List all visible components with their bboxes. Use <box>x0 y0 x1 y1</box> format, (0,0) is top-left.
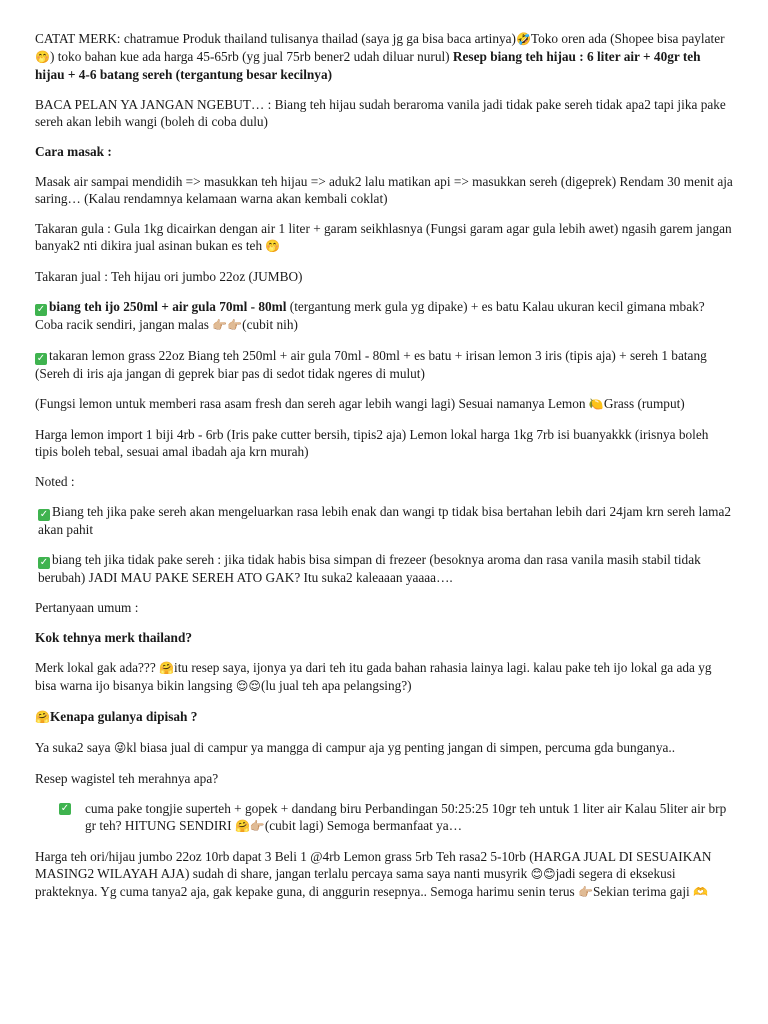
faq-answer-brand-text-3: (lu jual teh apa pelangsing?) <box>260 678 412 693</box>
faq-answer-sugar-text: Ya suka2 saya <box>35 740 111 755</box>
relieved-face-emoji-icon: 😌😌 <box>235 679 261 693</box>
lemon-emoji-icon: 🍋 <box>588 397 604 411</box>
faq-question-sugar-text: Kenapa gulanya dipisah ? <box>49 709 198 724</box>
faq-question-sugar <box>35 708 733 726</box>
red-tea-recipe-content <box>85 800 733 835</box>
noted-heading: Noted : <box>35 474 75 489</box>
price-note-text: ) toko bahan kue ada harga 45-65rb (yg jual 75rb bener2 udah diluar nurul) <box>49 49 450 64</box>
brand-note-text: CATAT MERK: chatramue Produk thailand tulisanya thailad (saya jg ga bisa baca artinya) <box>35 31 516 46</box>
paragraph-brand-note <box>35 30 733 83</box>
paragraph-read-slowly: BACA PELAN YA JANGAN NGEBUT… : Biang teh hijau sudah beraroma vanila jadi tidak pake sereh tidak apa2 tapi jika pake sereh akan lebih wangi (boleh di coba dulu) <box>35 97 726 129</box>
red-tea-recipe-text: cuma pake tongjie superteh + gopek + dandang biru Perbandingan 50:25:25 10gr teh untuk 1 liter air Kalau 5liter air brp gr teh? HITUNG SENDIRI <box>85 801 727 833</box>
paragraph-lemon-price: Harga lemon import 1 biji 4rb - 6rb (Iris pake cutter bersih, tipis2 aja) Lemon lokal harga 1kg 7rb isi buanyakkk (irisnya boleh tipis boleh tebal, sesuai amal ibadah aja krn murah) <box>35 427 709 459</box>
shop-note-text: Toko oren ada (Shopee bisa paylater <box>530 31 725 46</box>
green-tea-mix-bold: biang teh ijo 250ml + air gula 70ml - 80ml <box>49 299 287 314</box>
check-mark-icon: ✓ <box>36 304 46 315</box>
faq-question-red-tea: Resep wagistel teh merahnya apa? <box>35 771 219 786</box>
cooking-heading <box>35 143 733 160</box>
faq-heading: Pertanyaan umum : <box>35 600 139 615</box>
pinch-note-text: (cubit nih) <box>242 317 298 332</box>
closing-text: Sekian terima gaji <box>592 884 690 899</box>
rofl-emoji-icon: 🤣 <box>515 32 531 46</box>
recipe-heading: Resep biang teh hijau : 6 liter air + 40gr teh hijau + 4-6 batang sereh (tergantung besar kecilnya) <box>35 49 701 82</box>
paragraph-lemon-grass-mix <box>35 347 733 382</box>
paragraph-faq-answer-sugar <box>35 739 733 757</box>
check-mark-icon: ✓ <box>39 509 49 520</box>
hugging-face-emoji-icon: 🤗 <box>159 661 174 675</box>
faq-answer-brand-text: Merk lokal gak ada??? <box>35 660 156 675</box>
lemon-function-text: (Fungsi lemon untuk memberi rasa asam fresh dan sereh agar lebih wangi lagi) Sesuai namanya Lemon <box>35 396 586 411</box>
red-tea-recipe-item <box>35 800 733 835</box>
hand-over-mouth-emoji-icon: 🤭 <box>35 50 50 64</box>
check-mark-icon: ✓ <box>39 557 49 568</box>
note-with-lemongrass-text: Biang teh jika pake sereh akan mengeluarkan rasa lebih enak dan wangi tp tidak bisa bertahan lebih dari 24jam krn sereh lama2 akan pahit <box>38 504 731 537</box>
price-summary-text-2: jadi segera di eksekusi prakteknya. Yg cuma tanya2 aja, gak kepake guna, di anggurin resepnya.. Semoga harimu senin terus <box>35 866 676 899</box>
sugar-measure-text: Takaran gula : Gula 1kg dicairkan dengan air 1 liter + garam seikhlasnya (Fungsi garam agar gula lebih awet) ngasih garem jangan banyak2 nti dikira jual asinan bukan es teh <box>35 221 732 253</box>
paragraph-cooking-steps: Masak air sampai mendidih => masukkan teh hijau => aduk2 lalu matikan api => masukkan sereh (digeprek) Rendam 30 menit aja saring… (Kalau rendamnya kelamaan warna akan kembali coklat) <box>35 174 733 206</box>
heart-hands-emoji-icon: 🫶 <box>693 885 709 899</box>
paragraph-lemon-function <box>35 395 733 413</box>
paragraph-green-tea-mix <box>35 298 733 334</box>
red-tea-recipe-text-2: (cubit lagi) Semoga bermanfaat ya… <box>264 818 462 833</box>
check-mark-icon: ✓ <box>60 803 70 814</box>
smiling-face-emoji-icon: 😊😊 <box>530 867 556 881</box>
green-tea-mix-text: (tergantung merk gula yg dipake) + es batu Kalau ukuran kecil gimana mbak? Coba racik sendiri, jangan malas <box>35 299 705 332</box>
winking-tongue-emoji-icon: 😜 <box>113 741 127 755</box>
hugging-face-emoji-icon: 🤗 <box>35 710 50 724</box>
pointing-finger-emoji-icon: 👉🏼 <box>578 885 593 899</box>
paragraph-selling-measure: Takaran jual : Teh hijau ori jumbo 22oz (JUMBO) <box>35 269 303 284</box>
paragraph-price-summary <box>35 848 733 901</box>
faq-answer-brand-text-2: itu resep saya, ijonya ya dari teh itu gada bahan rahasia lainya lagi. kalau pake teh ijo lokal ga ada yg bisa warna ijo bisanya bikin langsing <box>35 660 712 693</box>
cooking-heading-text: Cara masak : <box>35 144 112 159</box>
note-without-lemongrass-text: biang teh jika tidak pake sereh : jika tidak habis bisa simpan di frezeer (besoknya aroma dan rasa vanila masih stabil tidak berubah) JADI MAU PAKE SEREH ATO GAK? Itu suka2 kaleaaan yaaaa…. <box>38 552 701 585</box>
lemon-grass-mix-text: takaran lemon grass 22oz Biang teh 250ml + air gula 70ml - 80ml + es batu + irisan lemon 3 iris (tipis aja) + sereh 1 batang (Sereh di iris aja jangan di geprek biar pas di sedot tidak ngeres di mulut) <box>35 348 707 381</box>
price-summary-text: Harga teh ori/hijau jumbo 22oz 10rb dapat 3 Beli 1 @4rb Lemon grass 5rb Teh rasa2 5-10rb (HARGA JUAL DI SESUAIKAN MASING2 WILAYAH AJA) sudah di share, jangan terlalu percaya sama saya nanti musyrik <box>35 849 712 881</box>
paragraph-sugar-measure <box>35 220 733 255</box>
check-mark-icon: ✓ <box>36 353 46 364</box>
hugging-pointing-emoji-icon: 🤗👉🏼 <box>234 819 265 833</box>
paragraph-note-with-lemongrass <box>35 503 733 538</box>
grass-text: Grass (rumput) <box>603 396 685 411</box>
paragraph-faq-answer-brand <box>35 659 733 695</box>
faq-question-brand-text: Kok tehnya merk thailand? <box>35 630 192 645</box>
paragraph-note-without-lemongrass <box>35 551 733 586</box>
pointing-finger-emoji-icon: 👉🏼👉🏼 <box>212 318 243 332</box>
faq-answer-sugar-text-2: kl biasa jual di campur ya mangga di campur aja yg penting jangan di simpen, percuma gda bunganya.. <box>126 740 676 755</box>
hand-over-mouth-emoji-icon: 🤭 <box>265 239 281 253</box>
faq-question-brand <box>35 629 733 646</box>
